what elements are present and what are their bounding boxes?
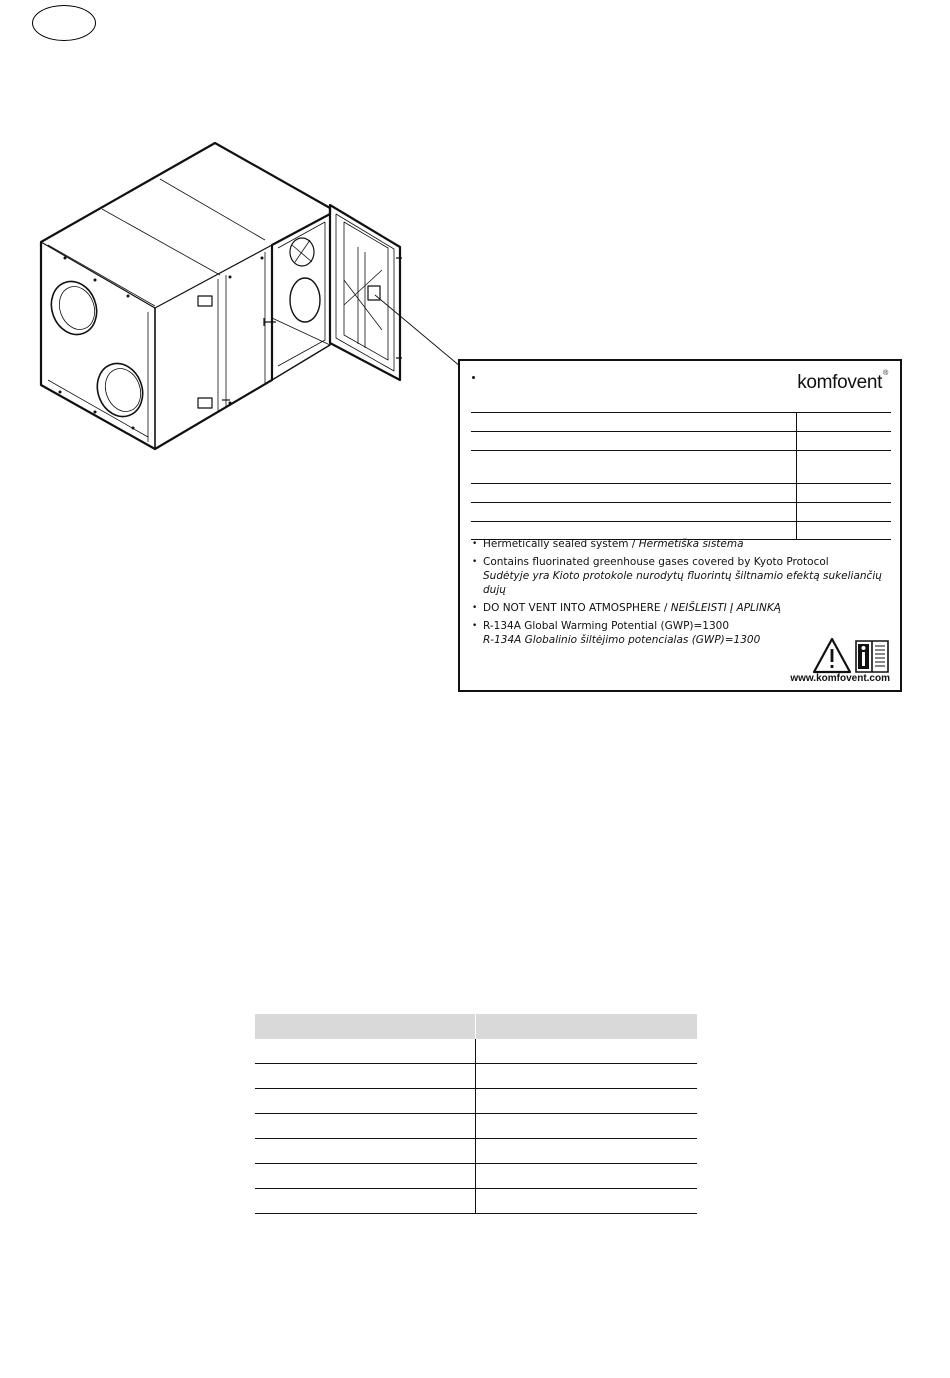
label-grid-row [471,484,891,503]
table-cell [476,1089,698,1114]
table-header-cell [255,1014,476,1039]
label-value [797,451,892,484]
table-header-cell [476,1014,698,1039]
label-notes [472,537,892,651]
table-cell [476,1189,698,1214]
registered-mark: ® [883,370,888,377]
table-cell [255,1114,476,1139]
table-row [255,1064,697,1089]
label-value [797,503,892,522]
refrigerant-label [458,359,902,692]
leader-anchor-dot [472,376,475,379]
table-cell [255,1189,476,1214]
label-field [471,503,797,522]
note-translation: NEIŠLEISTI Į APLINKĄ [670,602,781,614]
note-translation: R-134A Globalinio šiltėjimo potencialas (GWP)=1300 [483,634,761,646]
table-row [255,1164,697,1189]
note-item [472,537,892,551]
table-row [255,1189,697,1214]
warning-triangle-icon [814,639,850,672]
label-grid-row [471,451,891,484]
label-grid-row [471,432,891,451]
table-cell [255,1064,476,1089]
label-grid-row [471,503,891,522]
label-value [797,432,892,451]
manual-book-icon [856,641,888,672]
note-item [472,601,892,615]
table-row [255,1039,697,1064]
table-cell [476,1114,698,1139]
brand-logo [797,372,888,394]
label-field [471,432,797,451]
table-row [255,1089,697,1114]
note-text: Hermetically sealed system / [483,538,639,550]
table-row [255,1139,697,1164]
note-item [472,555,892,597]
label-field [471,451,797,484]
table-cell [255,1164,476,1189]
table-cell [476,1039,698,1064]
table-cell [476,1139,698,1164]
note-text: R-134A Global Warming Potential (GWP)=1300 [483,620,730,632]
table-row [255,1114,697,1139]
website-url: www.komfovent.com [790,673,890,684]
table-cell [476,1064,698,1089]
table-cell [255,1089,476,1114]
label-value [797,413,892,432]
label-value [797,484,892,503]
table-cell [255,1139,476,1164]
label-field [471,484,797,503]
label-data-grid [471,412,891,540]
note-translation: Hermetiška sistema [638,538,744,550]
table-header-row [255,1014,697,1039]
note-translation: Sudėtyje yra Kioto protokole nurodytų fluorintų šiltnamio efektą sukeliančių dujų [483,570,882,596]
label-field [471,413,797,432]
table-cell [255,1039,476,1064]
table-cell [476,1164,698,1189]
note-text: DO NOT VENT INTO ATMOSPHERE / [483,602,671,614]
note-text: Contains fluorinated greenhouse gases covered by Kyoto Protocol [483,556,829,568]
brand-name: komfovent [797,372,883,393]
data-table [255,1014,697,1214]
label-grid-row [471,413,891,432]
